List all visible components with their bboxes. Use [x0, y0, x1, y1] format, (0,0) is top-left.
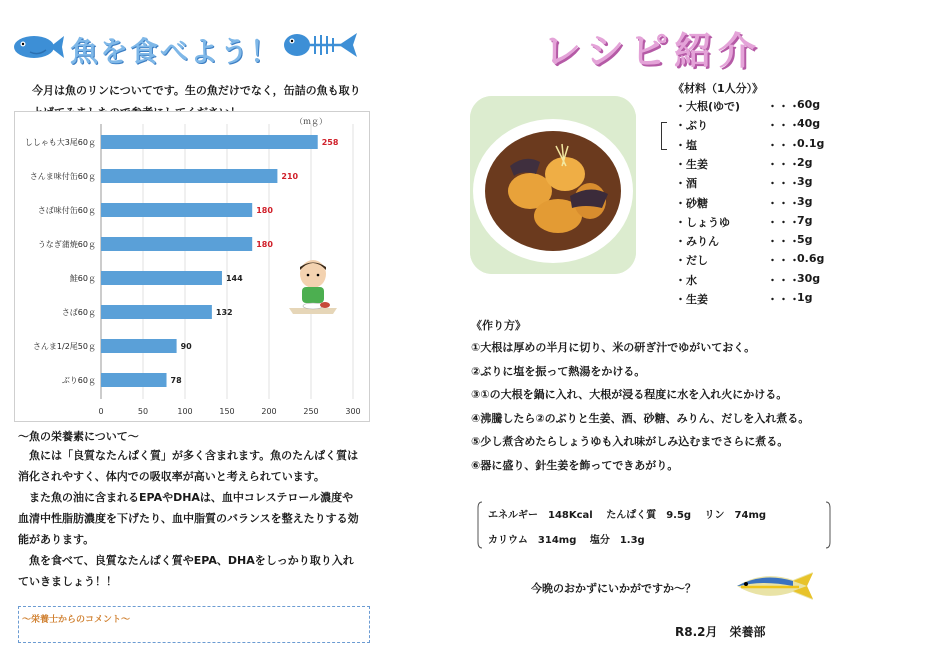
ingredient-dots: ・・・: [767, 215, 800, 229]
nutrition-paragraph: また魚の油に含まれるEPAやDHAは、血中コレステロール濃度や血清中性脂肪濃度を下げたり、血中脂質のバランスを整えたりする効能があります。: [18, 491, 359, 546]
ingredient-amount: 2g: [797, 155, 813, 169]
ingredient-amount: 7g: [797, 213, 813, 227]
ingredient-dots: ・・・: [767, 138, 800, 152]
recipe-step: ①大根は厚めの半月に切り、米の研ぎ汁でゆがいておく。: [471, 341, 756, 354]
page-title-left: 魚を食べよう！: [70, 35, 281, 68]
data-label: 258: [321, 138, 339, 147]
ingredient-name: ・生姜: [675, 157, 708, 171]
ingredient-row: [675, 195, 835, 213]
category-label: さば60ｇ: [61, 308, 96, 317]
nutrition-paragraph: 魚を食べて、良質なたんぱく質やEPA、DHAをしっかり取り入れていきましょう！！: [18, 554, 354, 588]
nutrition-heading: ～魚の栄養素について～: [18, 430, 139, 443]
recipe-step: ④沸騰したら②のぶりと生姜、酒、砂糖、みりん、だしを入れ煮る。: [471, 411, 810, 425]
recipe-step: ⑥器に盛り、針生姜を飾ってできあがり。: [471, 458, 679, 472]
ingredient-dots: ・・・: [767, 157, 800, 171]
data-label: 78: [170, 376, 182, 385]
ingredient-dots: ・・・: [767, 235, 800, 249]
ingredient-dots: ・・・: [767, 273, 800, 287]
ingredient-dots: ・・・: [767, 100, 800, 113]
ingredient-row: [675, 252, 835, 270]
ingredient-name: ・みりん: [675, 235, 719, 249]
footer-date-dept: R8.2月 栄養部: [675, 625, 766, 639]
x-tick-label: 0: [98, 407, 104, 416]
ingredient-row: [675, 137, 835, 155]
x-tick-label: 200: [261, 407, 277, 416]
recipe-step: ⑤少し煮含めたらしょうゆも入れ味がしみ込むまでさらに煮る。: [471, 435, 789, 448]
ingredient-amount: 30g: [797, 271, 821, 285]
ingredient-name: ・生姜: [675, 293, 708, 306]
bar: [101, 135, 318, 149]
unit-label: （ｍｇ）: [295, 117, 327, 126]
nutrition-paragraph: 魚には「良質なたんぱく質」が多く含まれます。魚のたんぱく質は消化されやすく、体内での吸収率が高いと考えられています。: [18, 449, 359, 483]
x-tick-label: 50: [137, 407, 149, 416]
ingredient-row: [675, 233, 835, 251]
ingredient-dots: ・・・: [767, 196, 800, 210]
ingredient-row: [675, 214, 835, 232]
ingredient-row: [675, 175, 835, 193]
ingredient-amount: 60g: [797, 98, 821, 111]
ingredient-dots: ・・・: [767, 119, 800, 133]
ingredient-amount: 3g: [797, 175, 813, 189]
ingredient-dots: ・・・: [767, 254, 800, 268]
category-label: さんま1/2尾50ｇ: [32, 342, 96, 351]
closing-question: 今晩のおかずにいかがですか～？: [531, 582, 696, 595]
ingredient-name: ・ぶり: [675, 119, 708, 133]
ingredient-name: ・しょうゆ: [675, 215, 730, 229]
ingredients-heading: 《材料（1人分）》: [673, 82, 764, 95]
ingredient-row: [675, 272, 835, 290]
fish-bone-icon: [283, 28, 359, 66]
category-label: うなぎ蒲焼60ｇ: [37, 240, 96, 249]
data-label: 180: [256, 206, 273, 215]
category-label: 鮭60ｇ: [69, 274, 96, 283]
ingredient-name: ・大根(ゆで): [675, 100, 741, 113]
ingredient-amount: 0.1g: [797, 136, 825, 150]
recipe-photo: [470, 96, 636, 274]
ingredient-name: ・酒: [675, 177, 697, 191]
steps-heading: 《作り方》: [471, 319, 526, 332]
bar: [101, 373, 167, 387]
bar: [101, 169, 277, 183]
nutrition-facts-line: エネルギー 148Kcal たんぱく質 9.5g リン 74mg: [488, 510, 767, 521]
ingredient-dots: ・・・: [767, 177, 800, 191]
category-label: さば味付缶60ｇ: [37, 206, 96, 215]
data-label: 90: [180, 342, 192, 351]
comment-label: ～栄養士からのコメント～: [22, 615, 131, 625]
ingredient-amount: 0.6g: [797, 252, 825, 266]
data-label: 132: [215, 308, 233, 317]
ingredient-name: ・砂糖: [675, 196, 708, 210]
x-tick-label: 250: [303, 407, 319, 416]
ingredient-row: [675, 291, 835, 309]
ingredient-name: ・塩: [675, 138, 697, 152]
bracket-mark: [661, 122, 667, 150]
ingredient-dots: ・・・: [767, 293, 800, 306]
page-title-right: レシピ紹介: [543, 29, 763, 73]
category-label: さんま味付缶60ｇ: [29, 172, 96, 181]
ingredient-row: [675, 156, 835, 174]
ingredient-amount: 40g: [797, 117, 821, 131]
child-eating-icon: [285, 258, 341, 324]
nutrition-body: [18, 445, 363, 592]
fish-icon: [12, 32, 64, 66]
recipe-step: ③①の大根を鍋に入れ、大根が浸る程度に水を入れ火にかける。: [471, 388, 788, 401]
bar: [101, 237, 252, 251]
data-label: 210: [281, 172, 299, 181]
recipe-step: ②ぶりに塩を振って熱湯をかける。: [471, 364, 646, 378]
ingredient-amount: 1g: [797, 291, 813, 304]
ingredient-name: ・水: [675, 273, 697, 287]
ingredient-row: [675, 98, 835, 116]
ingredient-amount: 3g: [797, 194, 813, 208]
category-label: ぶり60ｇ: [61, 376, 96, 385]
category-label: ししゃも大3尾60ｇ: [24, 138, 96, 147]
x-tick-label: 100: [177, 407, 193, 416]
bar: [101, 203, 252, 217]
yellowtail-fish-icon: [733, 568, 815, 608]
ingredient-amount: 5g: [797, 233, 813, 247]
bar: [101, 305, 212, 319]
nutrition-facts-line: カリウム 314mg 塩分 1.3g: [488, 535, 645, 546]
data-label: 144: [225, 274, 243, 283]
data-label: 180: [256, 240, 273, 249]
x-tick-label: 150: [219, 407, 235, 416]
bar: [101, 271, 222, 285]
x-tick-label: 300: [345, 407, 361, 416]
bar: [101, 339, 177, 353]
intro-text: 今月は魚のリンについてです。生の魚だけでなく，缶詰の魚も取り: [32, 84, 361, 97]
ingredient-row: [675, 117, 835, 135]
ingredient-name: ・だし: [675, 254, 708, 268]
